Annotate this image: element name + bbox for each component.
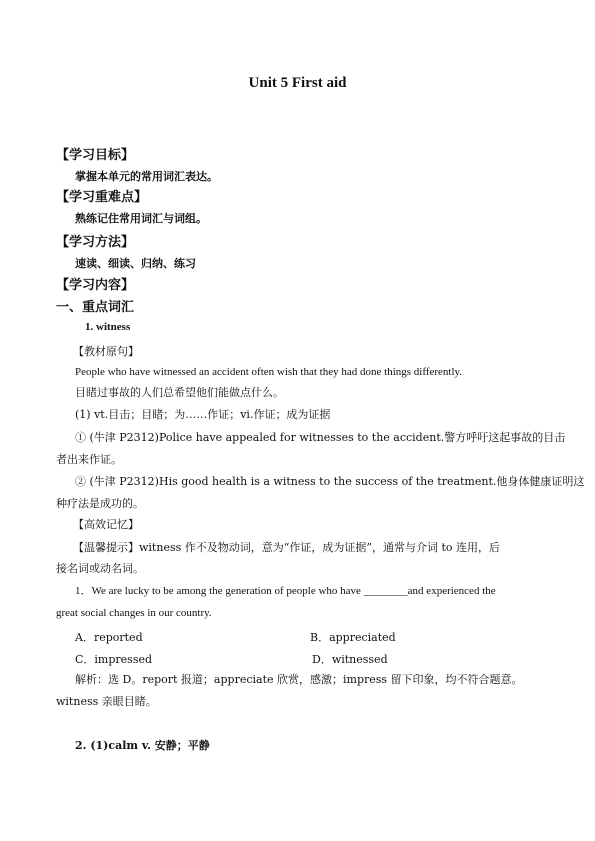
tip-line1: 【温馨提示】witness 作不及物动词，意为“作证，成为证据”，通常与介词 to 连用，后 xyxy=(73,541,501,554)
key-points-text: 熟练记住常用词汇与词组。 xyxy=(75,212,207,225)
method-text: 速读、细读、归纳、练习 xyxy=(75,257,196,270)
tip-line2: 接名词或动名词。 xyxy=(56,562,144,575)
source-sentence-cn: 目睹过事故的人们总希望他们能做点什么。 xyxy=(75,386,284,399)
content-heading: 【学习内容】 xyxy=(56,278,135,293)
example2-line2: 种疗法是成功的。 xyxy=(56,497,144,510)
question-line2: great social changes in our country. xyxy=(56,607,212,619)
option-d: D．witnessed xyxy=(312,653,388,666)
part1-heading: 一、重点词汇 xyxy=(56,300,135,315)
key-points-heading: 【学习重难点】 xyxy=(56,190,148,205)
meaning-line: (1) vt.目击；目睹；为……作证；vi.作证；成为证据 xyxy=(75,408,331,421)
document-title: Unit 5 First aid xyxy=(248,75,347,91)
source-sentence-en: People who have witnessed an accident often wish that they had done things differently. xyxy=(75,366,463,378)
source-label: 【教材原句】 xyxy=(73,345,139,358)
answer-line2: witness 亲眼目睹。 xyxy=(56,695,157,708)
example2-line1: ② (牛津 P2312)His good health is a witness to the success of the treatment.他身体健康证明这 xyxy=(75,475,585,488)
option-b: B．appreciated xyxy=(310,631,396,644)
objective-text: 掌握本单元的常用词汇表达。 xyxy=(75,170,218,183)
method-heading: 【学习方法】 xyxy=(56,235,135,250)
question-line1: 1．We are lucky to be among the generation of people who have ________and experienced the xyxy=(75,585,496,597)
example1-line1: ① (牛津 P2312)Police have appealed for witnesses to the accident.警方呼吁这起事故的目击 xyxy=(75,431,566,444)
objective-heading: 【学习目标】 xyxy=(56,148,135,163)
option-a: A．reported xyxy=(75,631,143,644)
example1-line2: 者出来作证。 xyxy=(56,453,122,466)
memory-label: 【高效记忆】 xyxy=(73,518,139,531)
answer-line1: 解析：选 D。report 报道；appreciate 欣赏，感激；impress 留下印象，均不符合题意。 xyxy=(75,673,523,686)
word1-heading: 1. witness xyxy=(85,321,131,333)
word2-heading: 2. (1)calm v. 安静；平静 xyxy=(75,739,210,752)
option-c: C．impressed xyxy=(75,653,153,666)
